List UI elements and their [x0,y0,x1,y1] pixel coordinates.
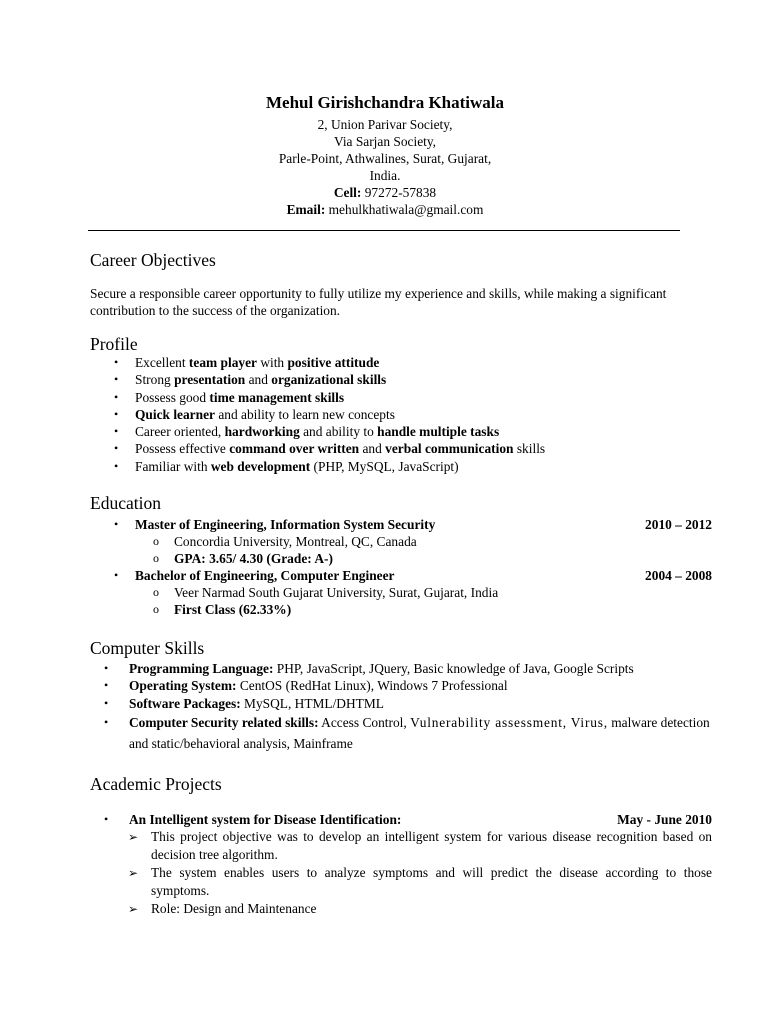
project-name: An Intelligent system for Disease Identification: [129,812,402,827]
education-dates: 2004 – 2008 [645,568,712,583]
list-item: • Possess effective command over written and verbal communication skills [90,440,712,457]
address-line: India. [369,168,401,183]
address-line: Parle-Point, Athwalines, Surat, Gujarat, [278,151,492,166]
project-dates: May - June 2010 [617,812,712,827]
skills-section [90,637,712,754]
grade: o GPA: 3.65/ 4.30 (Grade: A-) [90,550,712,567]
email-line [90,201,680,218]
list-item: • Operating System: CentOS (RedHat Linux), Windows 7 Professional [90,677,712,694]
list-item: • Excellent team player with positive attitude [90,354,712,371]
education-dates: 2010 – 2012 [645,517,712,532]
cell-line [90,184,680,201]
project-point: ➢ Role: Design and Maintenance [90,900,712,918]
address-line: 2, Union Parivar Society, [317,117,453,132]
project-point: ➢ The system enables users to analyze symptoms and will predict the disease according to those symptoms. [90,864,712,900]
section-title: Computer Skills [90,638,205,658]
projects-section [90,773,712,918]
address-line: Via Sarjan Society, [333,134,437,149]
section-title: Education [90,493,161,513]
section-title: Career Objectives [90,250,216,270]
section-title: Academic Projects [90,774,222,794]
list-item: • Possess good time management skills [90,389,712,406]
list-item: • Strong presentation and organizational skills [90,371,712,388]
education-section [90,492,712,618]
profile-list [90,354,712,475]
grade: o First Class (62.33%) [90,601,712,618]
profile-section [90,333,712,475]
section-title: Profile [90,334,138,354]
list-item: • Programming Language: PHP, JavaScript, JQuery, Basic knowledge of Java, Google Scripts [90,660,712,677]
degree: Bachelor of Engineering, Computer Engineer [135,568,395,583]
header-divider [88,230,680,231]
list-item: • Computer Security related skills: Access Control, Vulnerability assessment, Virus, malware detection and static/behavioral analysis, Mainframe [90,712,712,754]
school: o Concordia University, Montreal, QC, Canada [90,533,712,550]
education-entry [90,567,712,584]
project-entry [90,811,712,828]
email-address: mehulkhatiwala@gmail.com [328,202,484,217]
candidate-name: Mehul Girishchandra Khatiwala [265,93,505,112]
cell-number: 97272-57838 [364,185,437,200]
education-entry [90,516,712,533]
degree: Master of Engineering, Information System Security [135,517,436,532]
list-item: • Familiar with web development (PHP, MySQL, JavaScript) [90,458,712,475]
school: o Veer Narmad South Gujarat University, Surat, Gujarat, India [90,584,712,601]
list-item: • Career oriented, hardworking and ability to handle multiple tasks [90,423,712,440]
email-label: Email: [286,202,326,217]
career-section [90,249,712,319]
project-point: ➢ This project objective was to develop an intelligent system for various disease recognition based on decision tree algorithm. [90,828,712,864]
resume-header [90,92,680,218]
list-item: • Software Packages: MySQL, HTML/DHTML [90,695,712,712]
career-text: Secure a responsible career opportunity to fully utilize my experience and skills, while making a significant contribution to the success of the organization. [90,286,667,318]
list-item: • Quick learner and ability to learn new concepts [90,406,712,423]
skills-list [90,660,712,754]
cell-label: Cell: [333,185,362,200]
